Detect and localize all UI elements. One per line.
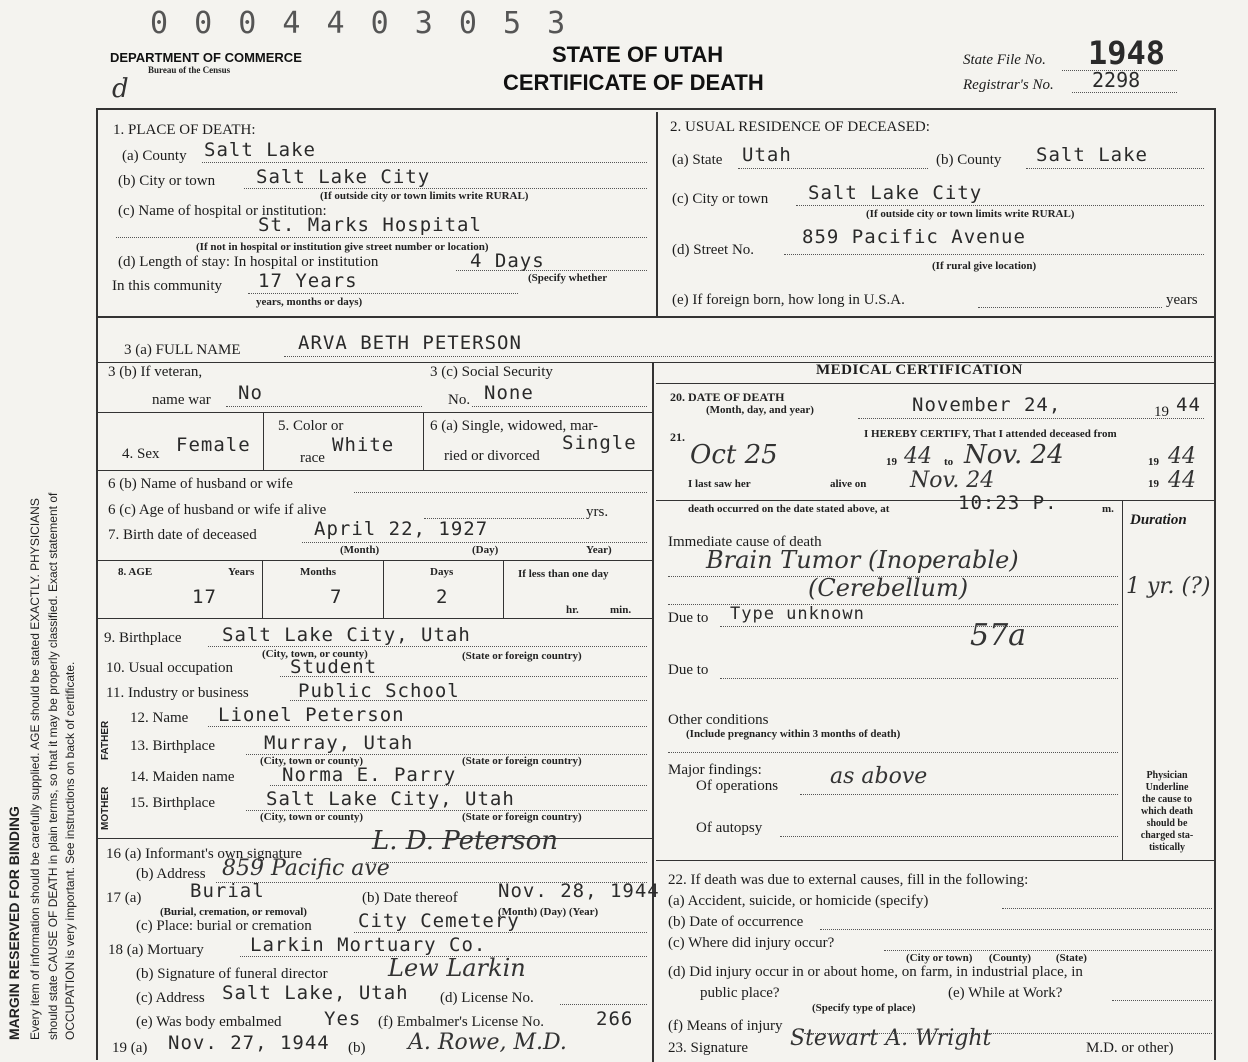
license-label: (d) License No. [440, 990, 534, 1006]
margin-instruction-3: OCCUPATION is very important. See instructions on back of certificate. [63, 661, 77, 1040]
residence-county-value: Salt Lake [1036, 144, 1148, 166]
external-b: (b) Date of occurrence [668, 914, 804, 930]
md-label: M.D. or other) [1086, 1040, 1174, 1056]
cause-line-2: (Cerebellum) [808, 574, 969, 602]
embalmer-license-value: 266 [596, 1008, 634, 1030]
cause-code: 57a [970, 618, 1027, 653]
physician-note-line: Physician [1146, 770, 1188, 781]
burial-sub: (Burial, cremation, or removal) [160, 906, 307, 918]
attended-to-label: to [944, 456, 954, 468]
street-label: (d) Street No. [672, 242, 755, 258]
stay-label: (d) Length of stay: In hospital or institution [118, 254, 379, 270]
embalmed-label: (e) Was body embalmed [136, 1014, 282, 1030]
occurred-label: death occurred on the date stated above, at [688, 503, 890, 515]
residence-state-value: Utah [742, 144, 792, 166]
age-days-label: Days [430, 566, 454, 578]
external-a: (a) Accident, suicide, or homicide (specify) [668, 893, 929, 909]
father-bp-sub-state: (State or foreign country) [462, 755, 582, 767]
residence-state-label: (a) State [672, 152, 723, 168]
father-birthplace-label: 13. Birthplace [130, 738, 215, 754]
sex-label: 4. Sex [122, 446, 160, 462]
age-months-label: Months [300, 566, 337, 578]
due-to-label-1: Due to [668, 610, 709, 626]
death-county-label: (a) County [122, 148, 187, 164]
street-value: 859 Pacific Avenue [802, 226, 1026, 248]
corner-mark: d [112, 74, 129, 104]
color-label: 5. Color or [278, 418, 344, 434]
medical-heading: MEDICAL CERTIFICATION [816, 362, 1023, 378]
burial-place-value: City Cemetery [358, 910, 520, 932]
hospital-value: St. Marks Hospital [258, 214, 482, 236]
occupation-value: Student [290, 656, 378, 678]
min-label: min. [610, 604, 632, 616]
funeral-director-label: (b) Signature of funeral director [136, 966, 328, 982]
attended-to-year: 44 [1168, 444, 1196, 469]
funeral-director-signature: Lew Larkin [388, 954, 526, 982]
death-date-sub: (Month, day, and year) [706, 404, 814, 416]
industry-label: 11. Industry or business [106, 685, 249, 701]
cause-duration: 1 yr. (?) [1126, 574, 1211, 599]
residence-heading: 2. USUAL RESIDENCE OF DECEASED: [670, 119, 930, 135]
informant-label: 16 (a) Informant's own signature [106, 846, 302, 862]
death-time: 10:23 P. [958, 492, 1058, 514]
m-label: m. [1102, 503, 1114, 515]
age-years-label: Years [228, 566, 255, 578]
death-city-note: (If outside city or town limits write RURAL) [320, 190, 529, 202]
burial-date-sub: (Month) (Day) (Year) [498, 906, 599, 918]
last-saw-label: I last saw her [688, 478, 751, 490]
informant-address-label: (b) Address [136, 866, 206, 882]
residence-city-note: (If outside city or town limits write RURAL) [866, 208, 1075, 220]
operations-label: Of operations [696, 778, 779, 794]
father-birthplace-value: Murray, Utah [264, 732, 414, 754]
informant-address-value: 859 Pacific ave [222, 856, 390, 881]
mortuary-label: 18 (a) Mortuary [108, 942, 204, 958]
informant-signature: L. D. Peterson [372, 826, 558, 856]
department: DEPARTMENT OF COMMERCE [110, 50, 302, 65]
margin-instruction-2: should state CAUSE OF DEATH in plain terms, so that it may be properly classified. Exact statement of [46, 492, 60, 1040]
state-file-label: State File No. [963, 52, 1046, 68]
physician-note [1126, 770, 1208, 854]
age-days-value: 2 [436, 586, 449, 608]
filed-b-label: (b) [348, 1040, 366, 1056]
full-name-value: ARVA BETH PETERSON [298, 332, 522, 354]
last-saw-date: Nov. 24 [910, 468, 995, 493]
other-conditions-label: Other conditions [668, 712, 769, 728]
community-label: In this community [112, 278, 222, 294]
husband-label: 6 (b) Name of husband or wife [108, 476, 293, 492]
physician-note-line: which death [1141, 806, 1193, 817]
signature-label: 23. Signature [668, 1040, 748, 1056]
social-security-label: 3 (c) Social Security [430, 364, 553, 380]
father-name-value: Lionel Peterson [218, 704, 405, 726]
years-label: years [1166, 292, 1198, 308]
major-findings-label: Major findings: [668, 762, 762, 778]
sex-value: Female [176, 434, 251, 456]
serial-number: 0 0 0 4 4 0 3 0 5 3 [150, 6, 570, 41]
death-date-value: November 24, [912, 394, 1062, 416]
marital-label: 6 (a) Single, widowed, mar- [430, 418, 598, 434]
full-name-label: 3 (a) FULL NAME [124, 342, 241, 358]
name-war-label: name war [152, 392, 211, 408]
birth-date-value: April 22, 1927 [314, 518, 489, 540]
place-of-death-heading: 1. PLACE OF DEATH: [113, 122, 256, 138]
race-label: race [300, 450, 325, 466]
birth-day-sub: (Day) [472, 544, 499, 556]
physician-note-line: should be [1146, 818, 1188, 829]
birthplace-sub-state: (State or foreign country) [462, 650, 582, 662]
veteran-label: 3 (b) If veteran, [108, 364, 203, 380]
burial-place-label: (c) Place: burial or cremation [136, 918, 312, 934]
death-year-prefix: 19 [1154, 404, 1169, 420]
mortuary-address-value: Salt Lake, Utah [222, 982, 409, 1004]
hr-label: hr. [566, 604, 579, 616]
physician-note-line: Underline [1145, 782, 1189, 793]
certify-text: I HEREBY CERTIFY, That I attended deceased from [864, 428, 1117, 440]
mother-birthplace-value: Salt Lake City, Utah [266, 788, 515, 810]
duration-label: Duration [1130, 512, 1187, 528]
external-c-sub: (City or town) (County) (State) [906, 952, 1087, 964]
other-conditions-note: (Include pregnancy within 3 months of death) [686, 728, 901, 740]
external-spec: (Specify type of place) [812, 1002, 916, 1014]
yrs-label: yrs. [586, 504, 609, 520]
attended-from-year: 44 [904, 444, 932, 469]
last-saw-19: 19 [1148, 478, 1159, 490]
death-county-value: Salt Lake [204, 139, 316, 161]
foreign-born-label: (e) If foreign born, how long in U.S.A. [672, 292, 905, 308]
occupation-label: 10. Usual occupation [106, 660, 234, 676]
residence-city-label: (c) City or town [672, 191, 769, 207]
bureau: Bureau of the Census [148, 65, 231, 75]
father-name-label: 12. Name [130, 710, 189, 726]
death-date-label: 20. DATE OF DEATH [670, 390, 785, 404]
father-bp-sub-city: (City, town or county) [260, 755, 364, 767]
registrar-signature: A. Rowe, M.D. [408, 1030, 567, 1055]
physician-note-line: tistically [1148, 842, 1186, 853]
attended-to: Nov. 24 [964, 440, 1064, 470]
state-file-number: 1948 [1088, 34, 1166, 72]
age-years-value: 17 [192, 586, 217, 608]
physician-signature: Stewart A. Wright [790, 1026, 992, 1051]
external-c: (c) Where did injury occur? [668, 935, 835, 951]
rural-note: (If rural give location) [932, 260, 1037, 272]
industry-value: Public School [298, 680, 460, 702]
external-f: (f) Means of injury [668, 1018, 783, 1034]
marital-label-2: ried or divorced [444, 448, 540, 464]
ymd-note: years, months or days) [256, 296, 363, 308]
community-value: 17 Years [258, 270, 358, 292]
certify-number: 21. [670, 430, 685, 444]
filed-label: 19 (a) [112, 1040, 148, 1056]
stay-value: 4 Days [470, 250, 545, 272]
registrar-number: 2298 [1092, 68, 1141, 92]
residence-city-value: Salt Lake City [808, 182, 983, 204]
title-certificate: CERTIFICATE OF DEATH [503, 70, 764, 95]
less-than-day-label: If less than one day [518, 568, 609, 580]
margin-binding-text: MARGIN RESERVED FOR BINDING [6, 806, 22, 1040]
birth-year-sub: Year) [586, 544, 612, 556]
birthplace-label: 9. Birthplace [104, 630, 182, 646]
embalmer-license-label: (f) Embalmer's License No. [378, 1014, 544, 1030]
hospital-label: (c) Name of hospital or institution: [118, 203, 327, 219]
mother-maiden-label: 14. Maiden name [130, 769, 235, 785]
specify-note: (Specify whether [528, 272, 608, 284]
age-label: 8. AGE [118, 566, 153, 578]
father-side-label: FATHER [100, 720, 111, 760]
mother-maiden-value: Norma E. Parry [282, 764, 457, 786]
burial-date-label: (b) Date thereof [362, 890, 458, 906]
mother-bp-sub-state: (State or foreign country) [462, 811, 582, 823]
marital-value: Single [562, 432, 637, 454]
birthplace-value: Salt Lake City, Utah [222, 624, 471, 646]
embalmed-value: Yes [324, 1008, 362, 1030]
mother-side-label: MOTHER [100, 786, 111, 830]
margin-instruction-1: Every item of information should be carefully supplied. AGE should be stated EXACTLY. PHYSICIANS [28, 498, 42, 1040]
veteran-value: No [238, 382, 263, 404]
social-security-value: None [484, 382, 534, 404]
attended-from: Oct 25 [690, 440, 778, 470]
color-value: White [332, 434, 395, 456]
mortuary-address-label: (c) Address [136, 990, 205, 1006]
death-year-value: 44 [1176, 394, 1201, 416]
last-saw-year: 44 [1168, 468, 1196, 493]
age-months-value: 7 [330, 586, 343, 608]
attended-from-19: 19 [886, 456, 897, 468]
burial-label: 17 (a) [106, 890, 142, 906]
birth-date-label: 7. Birth date of deceased [108, 527, 257, 543]
filed-date: Nov. 27, 1944 [168, 1032, 330, 1054]
operations-value: as above [830, 764, 928, 789]
husband-age-label: 6 (c) Age of husband or wife if alive [108, 502, 327, 518]
mortuary-value: Larkin Mortuary Co. [250, 934, 487, 956]
mother-bp-sub-city: (City, town or county) [260, 811, 364, 823]
death-city-value: Salt Lake City [256, 166, 431, 188]
burial-date-value: Nov. 28, 1944 [498, 880, 660, 902]
birth-month-sub: (Month) [340, 544, 380, 556]
title-state: STATE OF UTAH [552, 42, 724, 67]
external-d: (d) Did injury occur in or about home, on farm, in industrial place, in [668, 964, 1083, 980]
alive-on-label: alive on [830, 478, 867, 490]
hospital-note: (If not in hospital or institution give street number or location) [196, 241, 489, 253]
attended-to-19: 19 [1148, 456, 1159, 468]
due-to-label-2: Due to [668, 662, 709, 678]
cause-line-1: Brain Tumor (Inoperable) [706, 546, 1019, 574]
external-heading: 22. If death was due to external causes, fill in the following: [668, 872, 1029, 888]
social-security-no-label: No. [448, 392, 471, 408]
physician-note-line: the cause to [1142, 794, 1192, 805]
external-d-2: public place? [700, 985, 780, 1001]
physician-note-line: charged sta- [1140, 830, 1194, 841]
mother-birthplace-label: 15. Birthplace [130, 795, 215, 811]
burial-value: Burial [190, 880, 265, 902]
death-city-label: (b) City or town [118, 173, 216, 189]
residence-county-label: (b) County [936, 152, 1002, 168]
registrar-label: Registrar's No. [963, 77, 1054, 93]
birthplace-sub-city: (City, town, or county) [262, 648, 368, 660]
autopsy-label: Of autopsy [696, 820, 763, 836]
external-e: (e) While at Work? [948, 985, 1063, 1001]
immediate-cause-label: Immediate cause of death [668, 534, 822, 550]
due-to-value-1: Type unknown [730, 604, 865, 624]
